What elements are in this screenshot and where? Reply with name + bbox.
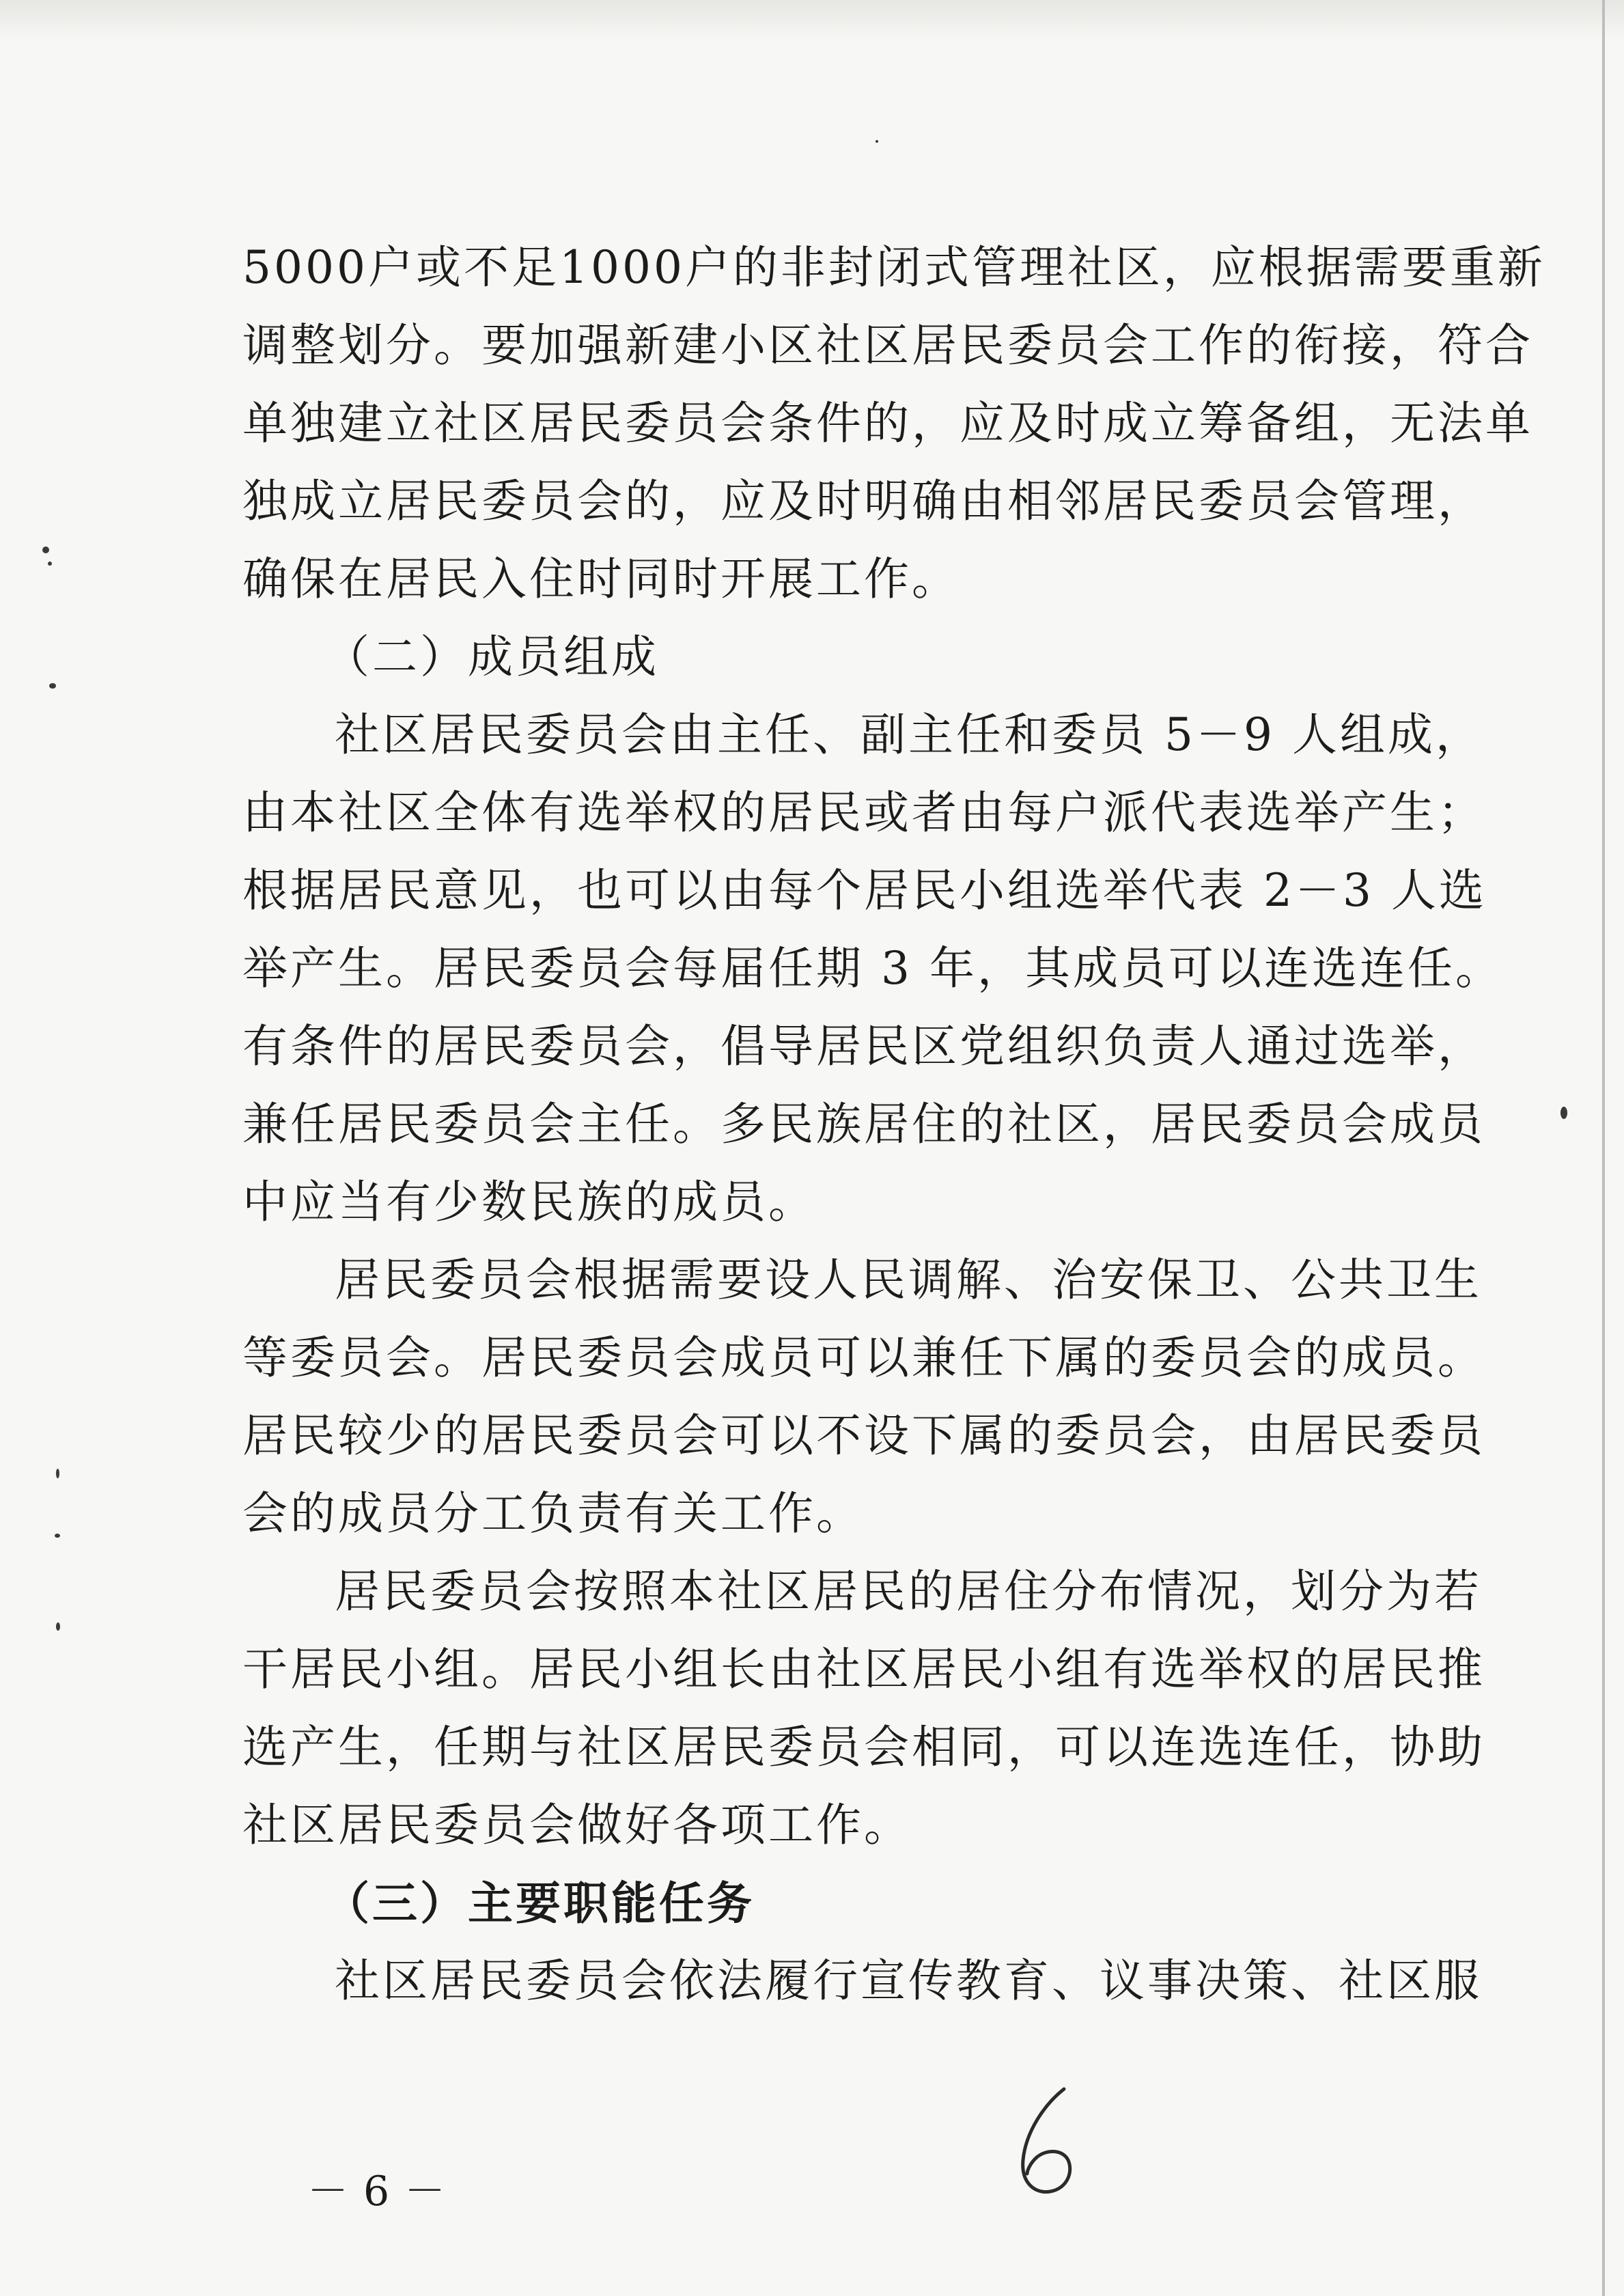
text-line: 兼任居民委员会主任。多民族居住的社区，居民委员会成员 (242, 1098, 1485, 1150)
handwritten-page-number-icon (1011, 2084, 1086, 2200)
text-line: 社区居民委员会依法履行宣传教育、议事决策、社区服 (335, 1954, 1482, 2007)
text-line: 社区居民委员会做好各项工作。 (242, 1799, 912, 1851)
text-line: 调整划分。要加强新建小区社区居民委员会工作的衔接，符合 (242, 319, 1533, 372)
scan-page-edge (1602, 0, 1605, 2296)
text-line: 由本社区全体有选举权的居民或者由每户派代表选举产生； (242, 786, 1485, 839)
scan-speck (1560, 1107, 1567, 1119)
page-number: －6－ (307, 2168, 461, 2215)
text-line: 举产生。居民委员会每届任期 3 年，其成员可以连选连任。 (242, 942, 1503, 995)
scan-speck (876, 140, 878, 143)
section-heading-members: （二）成员组成 (324, 631, 659, 683)
text-line: 独成立居民委员会的，应及时明确由相邻居民委员会管理， (242, 475, 1485, 527)
text-line: 根据居民意见，也可以由每个居民小组选举代表 2－3 人选 (242, 864, 1487, 917)
scan-top-shadow (0, 0, 1624, 41)
text-line: 选产生，任期与社区居民委员会相同，可以连选连任，协助 (242, 1721, 1485, 1773)
text-line: 居民委员会按照本社区居民的居住分布情况，划分为若 (335, 1565, 1482, 1618)
text-line: 居民委员会根据需要设人民调解、治安保卫、公共卫生 (335, 1254, 1482, 1306)
text-line: 5000户或不足1000户的非封闭式管理社区，应根据需要重新 (242, 241, 1545, 294)
text-line: 干居民小组。居民小组长由社区居民小组有选举权的居民推 (242, 1643, 1485, 1696)
document-body (242, 229, 1545, 2020)
scan-speck (42, 547, 49, 553)
text-line: 确保在居民入住时同时开展工作。 (242, 553, 960, 605)
scan-speck (55, 1534, 60, 1538)
scan-speck (48, 562, 52, 566)
section-heading-functions: （三）主要职能任务 (324, 1877, 755, 1930)
scan-speck (56, 1622, 60, 1631)
text-line: 居民较少的居民委员会可以不设下属的委员会，由居民委员 (242, 1409, 1485, 1462)
scan-speck (56, 1469, 59, 1478)
scan-speck (49, 683, 56, 689)
text-line: 社区居民委员会由主任、副主任和委员 5－9 人组成， (335, 708, 1483, 761)
text-line: 有条件的居民委员会，倡导居民区党组织负责人通过选举， (242, 1020, 1485, 1073)
text-line: 等委员会。居民委员会成员可以兼任下属的委员会的成员。 (242, 1331, 1485, 1384)
text-line: 中应当有少数民族的成员。 (242, 1176, 816, 1228)
text-line: 单独建立社区居民委员会条件的，应及时成立筹备组，无法单 (242, 397, 1533, 449)
text-line: 会的成员分工负责有关工作。 (242, 1487, 864, 1540)
